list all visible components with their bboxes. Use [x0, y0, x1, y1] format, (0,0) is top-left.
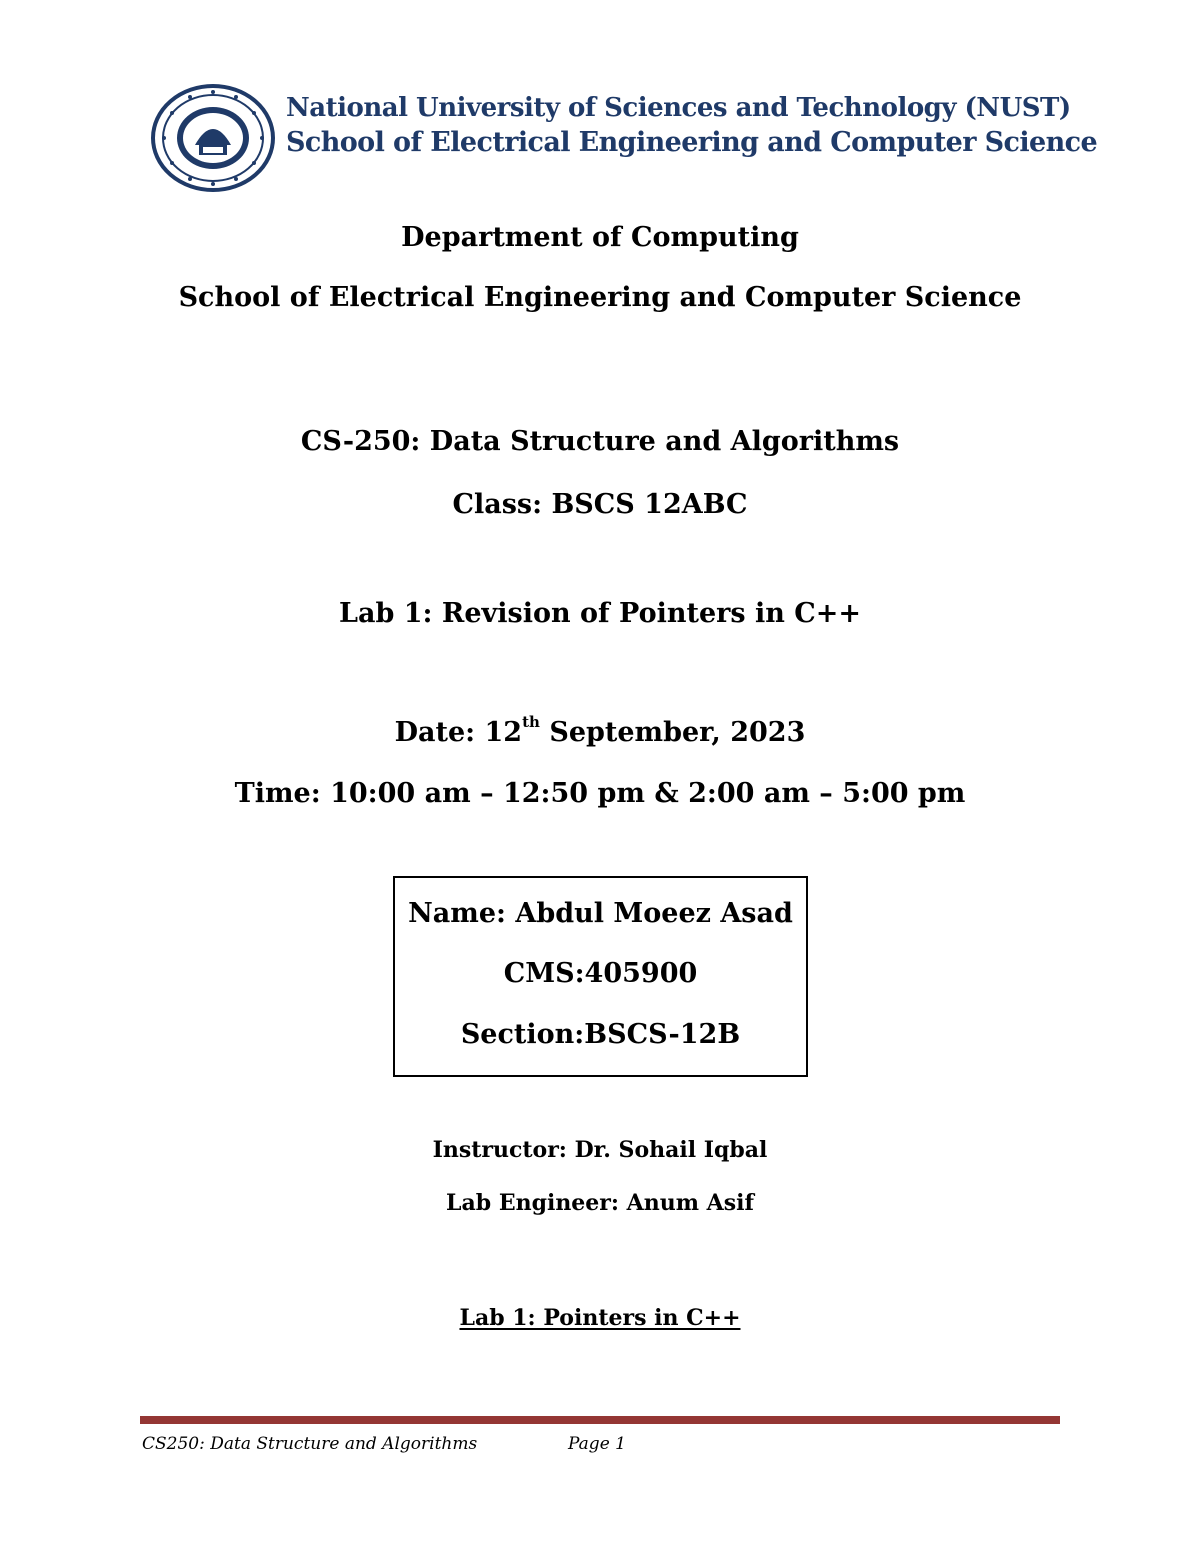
date-prefix: Date: 12	[394, 717, 523, 748]
footer-divider	[140, 1416, 1060, 1424]
page-header	[150, 83, 1098, 193]
time-label: Time: 10:00 am – 12:50 pm & 2:00 am – 5:00 pm	[234, 778, 966, 809]
student-section: Section:BSCS-12B	[460, 1019, 741, 1050]
class-label: Class: BSCS 12ABC	[452, 489, 748, 520]
school-name-header: School of Electrical Engineering and Computer Science	[286, 127, 1098, 158]
student-name: Name: Abdul Moeez Asad	[408, 898, 793, 929]
student-info-box	[393, 876, 808, 1077]
department-title: Department of Computing	[401, 222, 799, 253]
date-suffix: September, 2023	[539, 717, 806, 748]
footer-page-number: Page 1	[568, 1434, 626, 1454]
section-heading	[0, 1305, 1200, 1331]
lab-title: Lab 1: Revision of Pointers in C++	[339, 598, 861, 629]
footer-course: CS250: Data Structure and Algorithms	[142, 1434, 478, 1454]
university-name: National University of Sciences and Technology (NUST)	[286, 93, 1071, 123]
student-cms: CMS:405900	[503, 958, 698, 989]
lab-engineer-label: Lab Engineer: Anum Asif	[446, 1190, 754, 1216]
course-title: CS-250: Data Structure and Algorithms	[300, 426, 900, 457]
date-ordinal: th	[522, 713, 540, 731]
school-title: School of Electrical Engineering and Computer Science	[178, 282, 1022, 313]
nust-seal-icon	[150, 83, 276, 193]
date-label	[0, 713, 1200, 748]
section-heading-text: Lab 1: Pointers in C++	[459, 1305, 741, 1331]
instructor-label: Instructor: Dr. Sohail Iqbal	[432, 1137, 768, 1163]
